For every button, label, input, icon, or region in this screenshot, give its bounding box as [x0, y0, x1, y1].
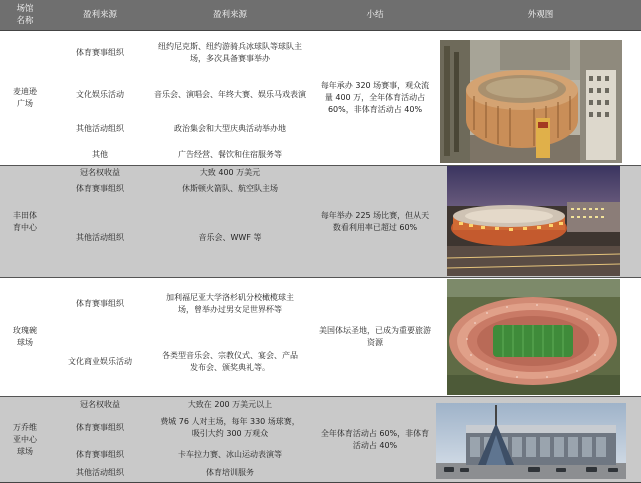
profit-source: 文化娱乐活动 [76, 90, 124, 99]
venue-summary: 全年体育活动占 60%，非体育活动占 40% [320, 428, 430, 450]
venue-name: 万乔维 亚中心 球场 [13, 422, 37, 456]
profit-source: 体育赛事组织 [76, 48, 124, 57]
profit-detail: 休斯顿火箭队、航空队主场 [182, 184, 278, 193]
profit-detail: 体育培训服务 [206, 467, 254, 477]
profit-detail: 费城 76 人对主场，每年 330 场球赛，吸引大约 300 万观众 [160, 417, 300, 438]
profit-detail: 卡车拉力赛、冰山运动表演等 [178, 450, 282, 459]
toyota-center-photo [447, 166, 620, 276]
profit-source: 冠名权收益 [80, 400, 120, 409]
profit-detail: 纽约尼克斯、纽约游骑兵冰球队等球队主场，多次具备赛事举办 [158, 42, 302, 63]
profit-detail: 各类型音乐会、宗教仪式、宴会、产品发布会、颁奖典礼等。 [162, 351, 298, 372]
profit-source: 文化商业娱乐活动 [68, 357, 132, 366]
profit-detail: 大致 400 万美元 [199, 168, 261, 177]
header-venue-name: 场馆 名称 [16, 4, 34, 26]
madison-square-garden-photo [440, 40, 622, 163]
profit-detail: 政治集会和大型庆典活动举办地 [174, 124, 286, 133]
profit-detail: 加利福尼亚大学洛杉矶分校橄榄球主场，曾举办过男女足世界杯等 [166, 293, 294, 314]
venue-summary: 美国体坛圣地，已成为重要旅游资源 [319, 326, 431, 347]
header-summary: 小结 [366, 10, 384, 20]
header-profit-source: 盈利来源 [82, 10, 117, 20]
profit-detail: 音乐会、WWF 等 [198, 233, 262, 242]
profit-source: 其他 [92, 150, 108, 159]
profit-source: 其他活动组织 [76, 467, 124, 477]
profit-detail: 大致在 200 万美元以上 [187, 400, 273, 409]
venue-name: 麦迪逊 广场 [13, 87, 37, 108]
profit-source: 其他活动组织 [76, 233, 124, 242]
rose-bowl-photo [447, 279, 620, 395]
profit-detail: 音乐会、演唱会、年终大赛、娱乐马戏表演 [154, 90, 306, 99]
header-photo: 外观图 [527, 10, 554, 20]
venue-summary: 每年举办 225 场比赛，但从天数看利用率已超过 60% [320, 210, 430, 232]
profit-detail: 广告经营、餐饮和住宿服务等 [178, 150, 282, 159]
wachovia-center-photo [436, 403, 626, 479]
venue-name: 玫瑰碗 球场 [13, 326, 37, 347]
header-profit-detail: 盈利来源 [212, 10, 247, 20]
venue-summary: 每年承办 320 场赛事，观众流量 400 万，全年体育活动占 60%，非体育活动占 40% [320, 81, 430, 114]
venue-name: 丰田体 育中心 [13, 210, 37, 232]
profit-source: 体育赛事组织 [76, 423, 124, 432]
profit-source: 体育赛事组织 [76, 450, 124, 459]
profit-source: 冠名权收益 [80, 168, 120, 177]
profit-source: 其他活动组织 [76, 124, 124, 133]
profit-source: 体育赛事组织 [76, 184, 124, 193]
profit-source: 体育赛事组织 [76, 299, 124, 308]
